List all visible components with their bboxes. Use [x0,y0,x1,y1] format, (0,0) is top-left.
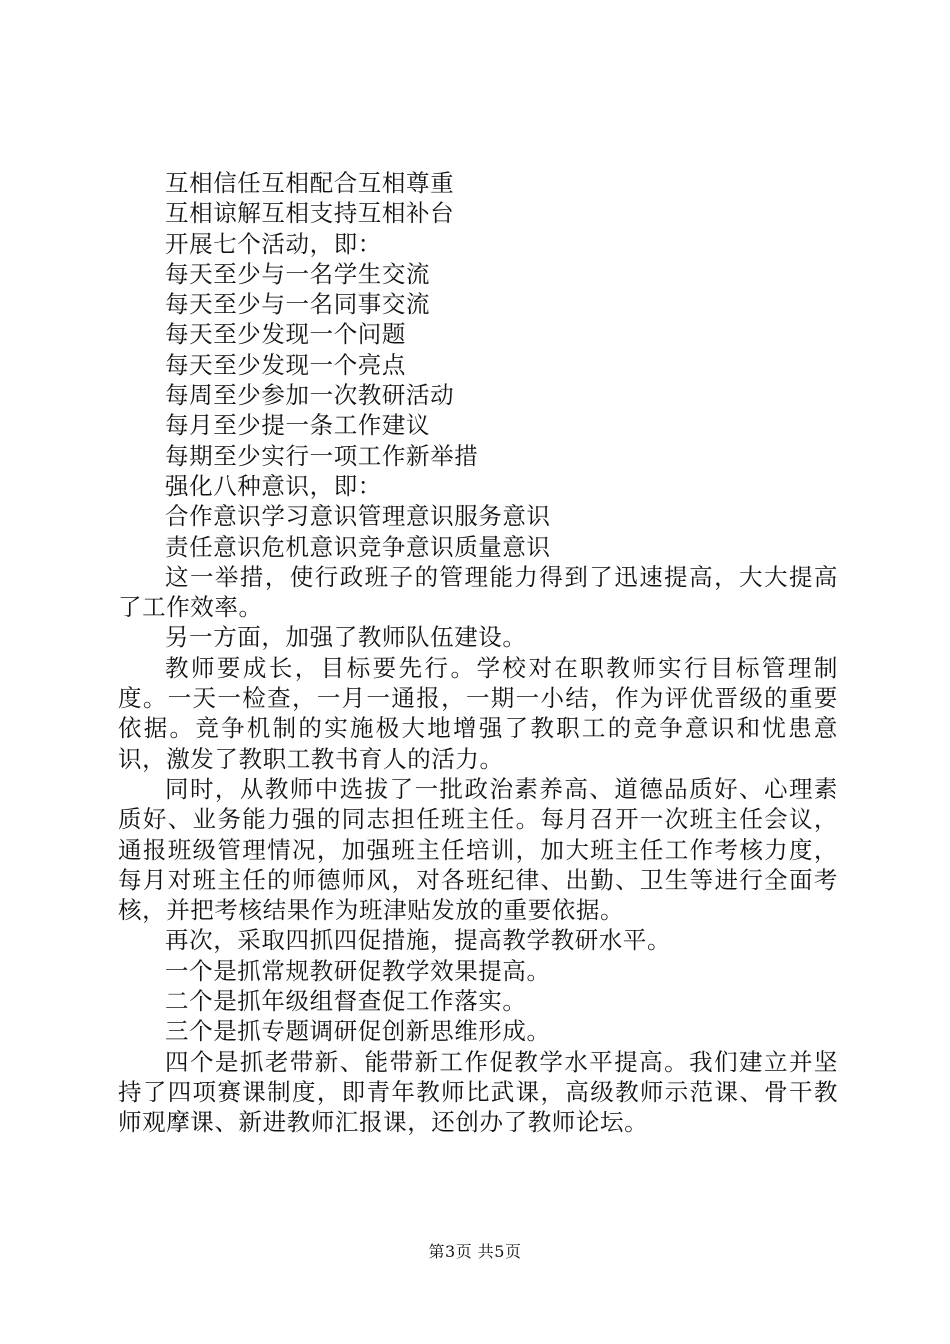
paragraph-16: 教师要成长，目标要先行。学校对在职教师实行目标管理制度。一天一检查，一月一通报，一期一小结，作为评优晋级的重要依据。竞争机制的实施极大地增强了教职工的竞争意识和忧患意识，激发了教职工教书育人的活力。 [118,653,838,773]
paragraph-13: 责任意识危机意识竞争意识质量意识 [165,532,551,561]
paragraph-3: 开展七个活动，即： [165,229,382,258]
paragraph-4: 每天至少与一名学生交流 [165,259,431,288]
paragraph-15: 另一方面，加强了教师队伍建设。 [165,623,527,652]
paragraph-14: 这一举措，使行政班子的管理能力得到了迅速提高，大大提高了工作效率。 [118,562,838,622]
paragraph-5: 每天至少与一名同事交流 [165,290,431,319]
document-body [118,168,838,1138]
paragraph-10: 每期至少实行一项工作新举措 [165,441,479,470]
paragraph-11: 强化八种意识，即： [165,471,382,500]
page-footer: 第3页 共5页 [428,1242,522,1261]
paragraph-6: 每天至少发现一个问题 [165,320,406,349]
paragraph-20: 二个是抓年级组督查促工作落实。 [165,987,527,1016]
paragraph-17: 同时，从教师中选拔了一批政治素养高、道德品质好、心理素质好、业务能力强的同志担任班主任。每月召开一次班主任会议，通报班级管理情况，加强班主任培训，加大班主任工作考核力度，每月对班主任的师德师风，对各班纪律、出勤、卫生等进行全面考核，并把考核结果作为班津贴发放的重要依据。 [118,774,838,925]
paragraph-9: 每月至少提一条工作建议 [165,411,431,440]
paragraph-12: 合作意识学习意识管理意识服务意识 [165,502,551,531]
paragraph-8: 每周至少参加一次教研活动 [165,381,455,410]
paragraph-22: 四个是抓老带新、能带新工作促教学水平提高。我们建立并坚持了四项赛课制度，即青年教师比武课，高级教师示范课、骨干教师观摩课、新进教师汇报课，还创办了教师论坛。 [118,1047,838,1137]
paragraph-19: 一个是抓常规教研促教学效果提高。 [165,956,551,985]
paragraph-2: 互相谅解互相支持互相补台 [165,199,455,228]
paragraph-1: 互相信任互相配合互相尊重 [165,169,455,197]
paragraph-7: 每天至少发现一个亮点 [165,350,406,379]
paragraph-21: 三个是抓专题调研促创新思维形成。 [165,1017,551,1046]
paragraph-18: 再次，采取四抓四促措施，提高教学教研水平。 [165,926,672,955]
